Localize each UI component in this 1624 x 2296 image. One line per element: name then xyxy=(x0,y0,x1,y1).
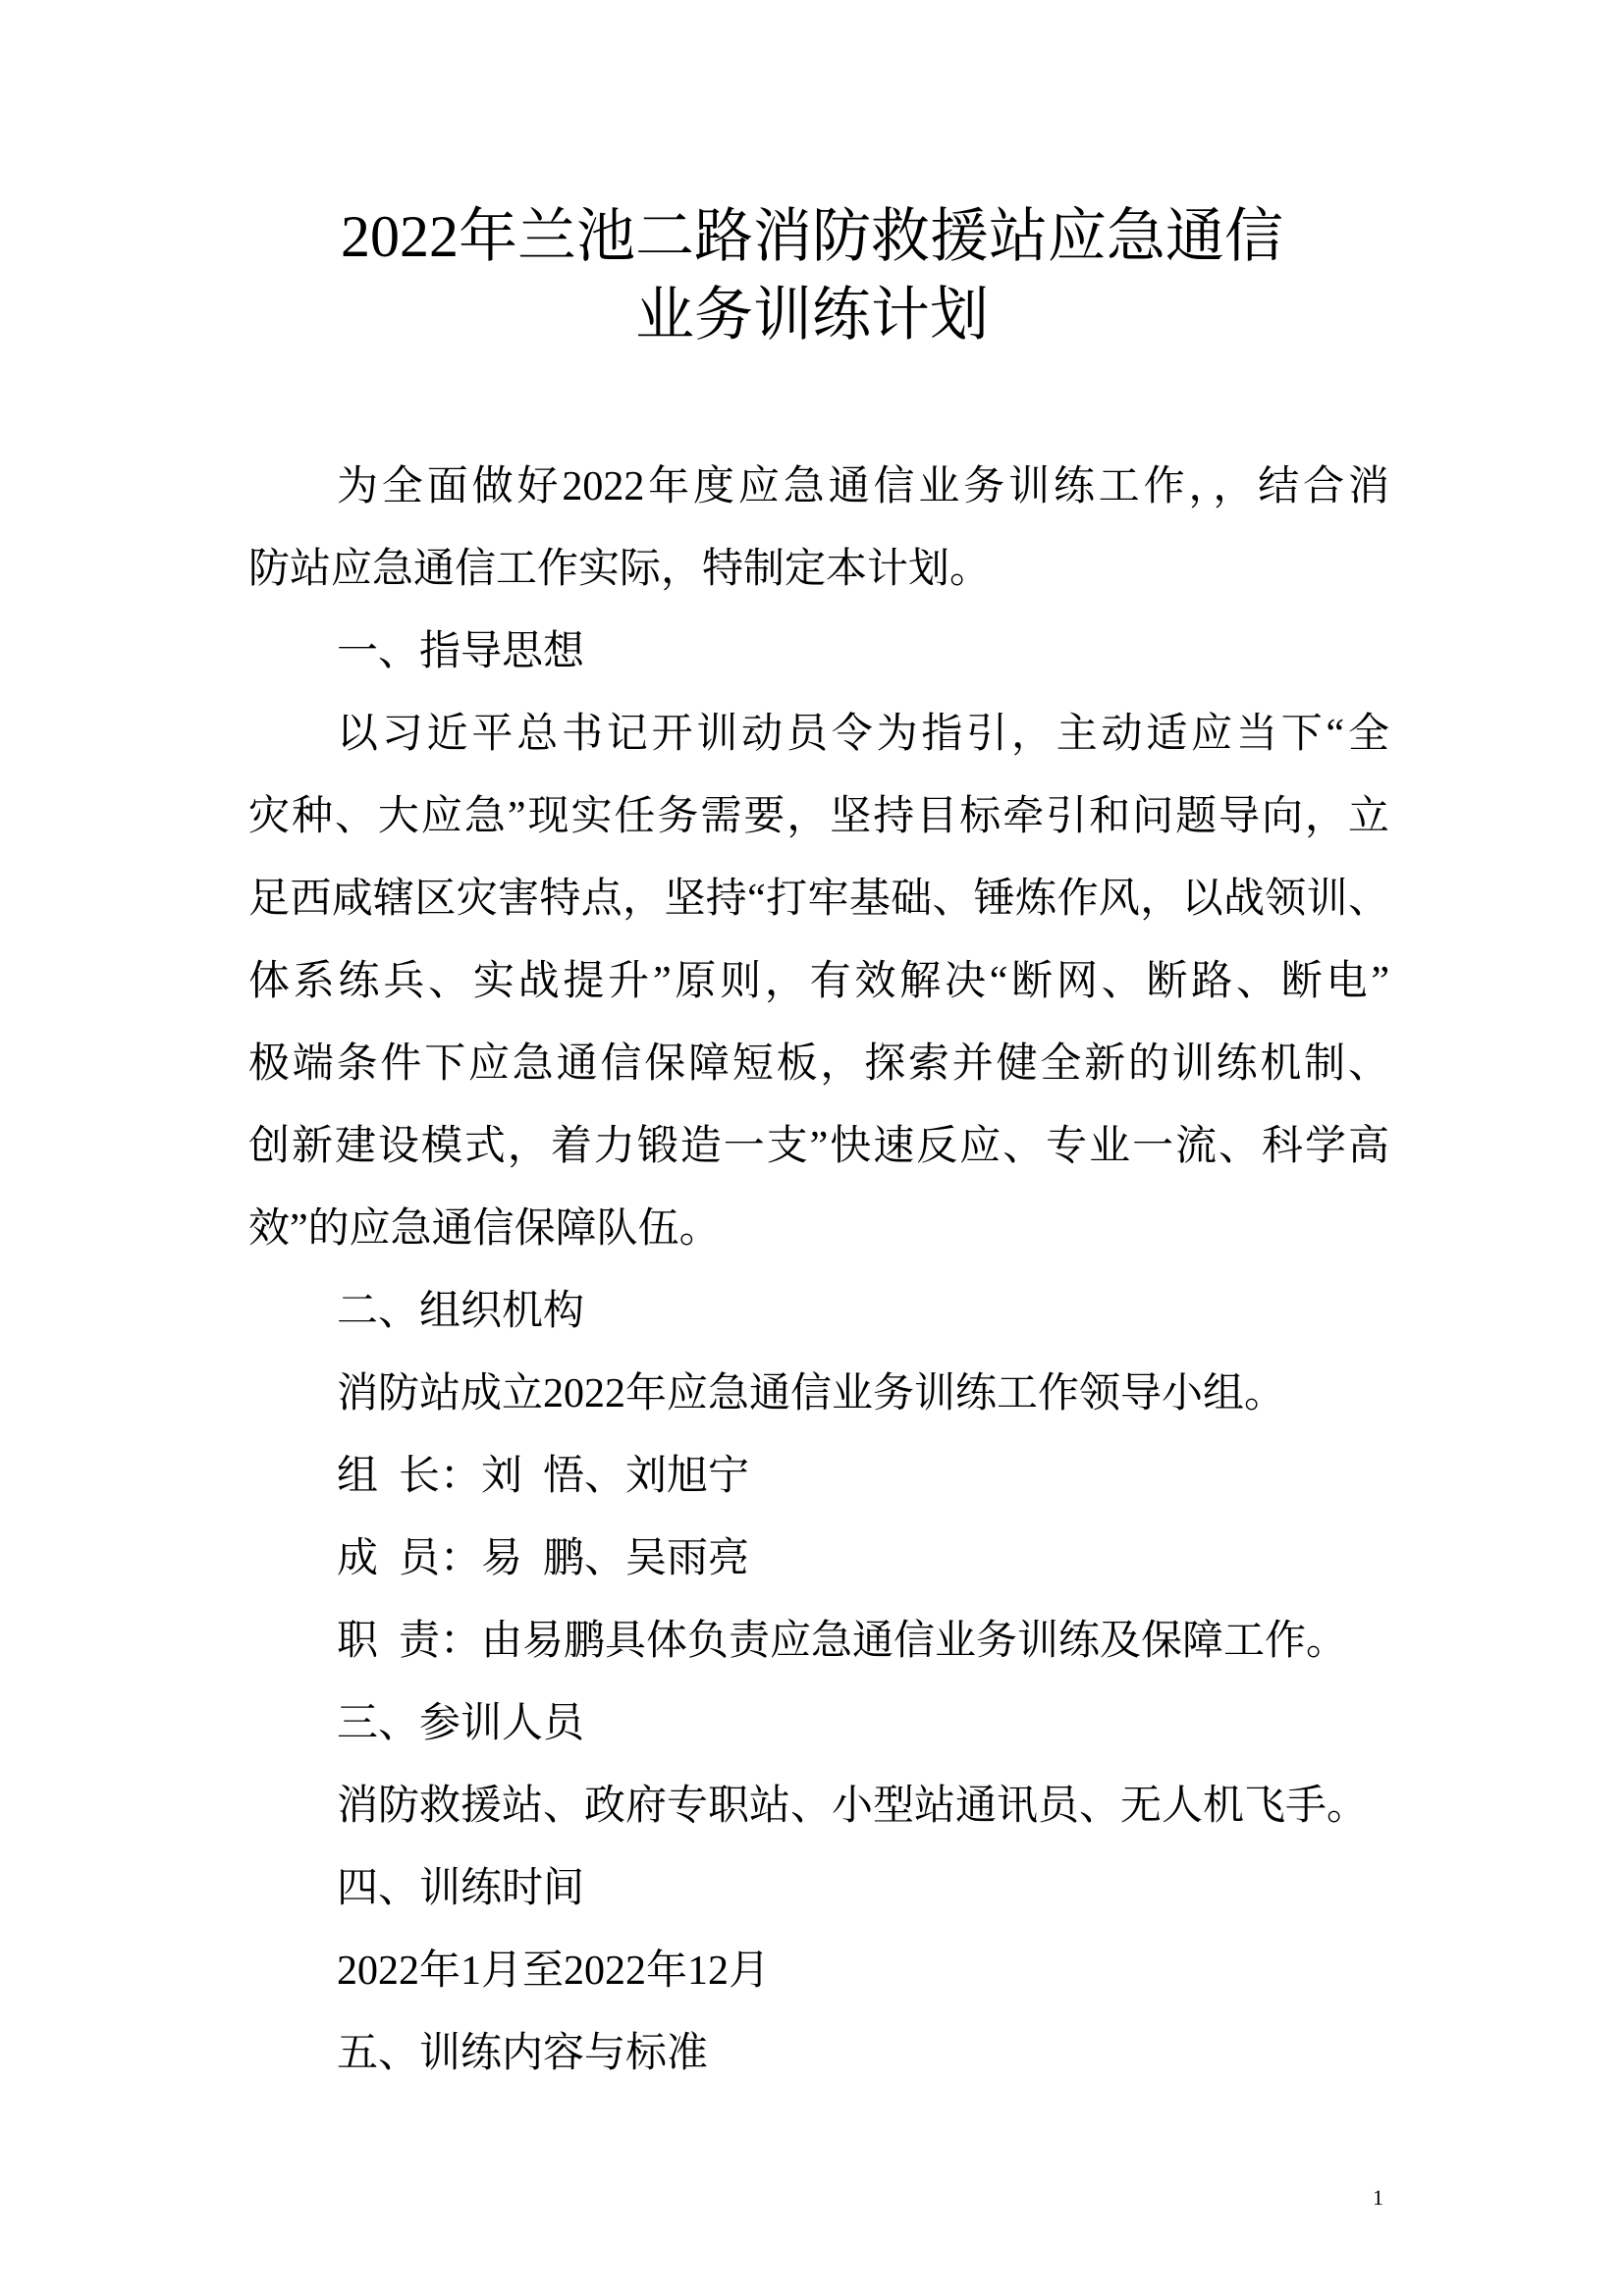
text-line: 三、参训人员 xyxy=(337,1701,585,1746)
text-line: 极端条件下应急通信保障短板，探索并健全新的训练机制、 xyxy=(248,1041,1389,1087)
text-line: 足西咸辖区灾害特点，坚持“打牢基础、锤炼作风，以战领训、 xyxy=(248,877,1389,922)
text-line: 创新建设模式，着力锻造一支”快速反应、专业一流、科学高 xyxy=(248,1124,1389,1169)
text-line: 消防站成立2022年应急通信业务训练工作领导小组。 xyxy=(337,1371,1286,1416)
text-line: 效”的应急通信保障队伍。 xyxy=(248,1206,721,1252)
text-line: 消防救援站、政府专职站、小型站通讯员、无人机飞手。 xyxy=(337,1784,1369,1829)
text-line: 以习近平总书记开训动员令为指引，主动适应当下“全 xyxy=(337,712,1389,757)
document-title-line-2: 业务训练计划 xyxy=(635,283,989,347)
document-title-line-1: 2022年兰池二路消防救援站应急通信 xyxy=(341,204,1283,269)
text-line: 职 责：由易鹏具体负责应急通信业务训练及保障工作。 xyxy=(337,1619,1348,1664)
text-line: 2022年1月至2022年12月 xyxy=(337,1949,771,1994)
page-number: 1 xyxy=(1373,2185,1383,2210)
document-body xyxy=(248,446,1389,2095)
text-line: 成 员：易 鹏、吴雨亮 xyxy=(337,1536,750,1581)
text-line: 体系练兵、实战提升”原则，有效解决“断网、断路、断电” xyxy=(248,959,1389,1004)
text-line: 灾种、大应急”现实任务需要，坚持目标牵引和问题导向，立 xyxy=(248,794,1389,839)
text-line: 为全面做好2022年度应急通信业务训练工作，，结合消 xyxy=(337,464,1389,509)
text-line: 防站应急通信工作实际，特制定本计划。 xyxy=(248,547,992,592)
text-line: 四、训练时间 xyxy=(337,1866,585,1911)
text-line: 组 长：刘 悟、刘旭宁 xyxy=(337,1454,750,1499)
text-line: 五、训练内容与标准 xyxy=(337,2031,709,2076)
text-line: 一、指导思想 xyxy=(337,629,585,674)
text-line: 二、组织机构 xyxy=(337,1289,585,1334)
